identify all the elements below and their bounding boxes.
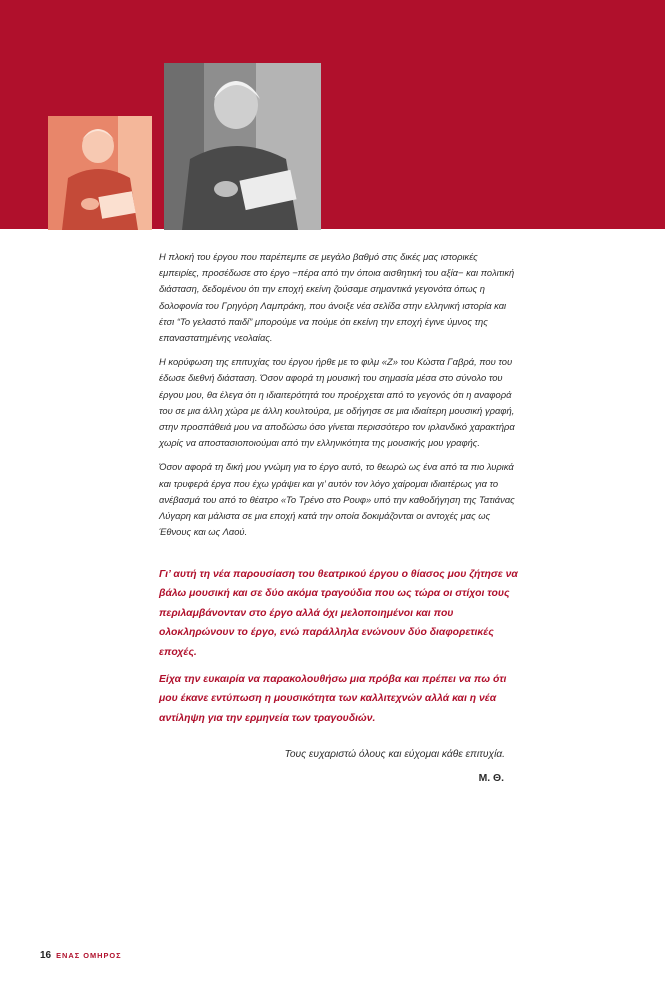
author-photo-small [48,116,152,230]
body-paragraph: Η κορύφωση της επιτυχίας του έργου ήρθε με το φιλμ «Ζ» του Κώστα Γαβρά, που του έδωσε διεθνή διάσταση. Όσον αφορά τη μουσική του σημασία μέσα στο σύνολο του έργου μου, θα έλεγα ότι η ιδιαιτερότητά του προέρχεται από το γεγονός ότι η αναφορά του σε μια άλλη χώρα με άλλη κουλτούρα, με οδήγησε σε μια ιδιαίτερη μουσική γραφή, στην προσπάθειά μου να αποδώσω όσο γίνεται περισσότερο τον ιρλανδικό χαρακτήρα χωρίς να αποστασιοποιούμαι από την ελληνικότητα της μουσικής μου γραφής. [159,356,515,449]
pull-quote [159,565,525,736]
article-body [159,249,517,548]
magazine-title: ΕΝΑΣ ΟΜΗΡΟΣ [56,951,122,960]
body-paragraph: Όσον αφορά τη δική μου γνώμη για το έργο αυτό, το θεωρώ ως ένα από τα πιο λυρικά και τρυφερά έργα που έχω γράψει και γι’ αυτόν τον λόγο χαίρομαι ιδιαιτέρως για το ανέβασμά του από το θέατρο «Το Τρένο στο Ρουφ» υπό την καθοδήγηση της Τατιάνας Λύγαρη και μάλιστα σε μια εποχή κατά την οποία δοκιμάζονται οι αντοχές μας ως Έθνους και ως Λαού. [159,461,515,538]
author-photo-large-illustration [164,63,321,230]
author-photo-small-illustration [48,116,152,230]
body-paragraph: Η πλοκή του έργου που παρέπεμπε σε μεγάλο βαθμό στις δικές μας ιστορικές εμπειρίες, προσέδωσε στο έργο −πέρα από την όποια αισθητική του αξία− και πολιτική διάσταση, δεδομένου ότι την εποχή εκείνη ζούσαμε σημαντικά γεγονότα όπως η δολοφονία του Γρηγόρη Λαμπράκη, που άνοιξε νέα σελίδα στην ελληνική ιστορία και έτσι “Το γελαστό παιδί” μπορούμε να πούμε ότι εκείνη την εποχή έγινε ύμνος της επαναστατημένης νεολαίας. [159,251,515,344]
closing-thanks: Τους ευχαριστώ όλους και εύχομαι κάθε επιτυχία. [284,749,505,760]
quote-paragraph: Γι’ αυτή τη νέα παρουσίαση του θεατρικού έργου ο θίασος μου ζήτησε να βάλω μουσική και σε δύο ακόμα τραγούδια που ως τώρα οι στίχοι τους περιλαμβάνονταν στο έργο αλλά όχι μελοποιημένοι και που ολοκληρώνουν το έργο, ενώ παράλληλα ενώνουν δύο διαφορετικές εποχές. [159,569,518,658]
quote-paragraph: Είχα την ευκαιρία να παρακολουθήσω μια πρόβα και πρέπει να πω ότι μου έκανε εντύπωση η μουσικότητα των καλλιτεχνών αλλά και η νέα αντίληψη για την ερμηνεία των τραγουδιών. [159,674,507,724]
page-number: 16 [40,950,52,961]
page-footer [40,950,122,961]
author-signature: Μ. Θ. [478,773,504,784]
author-photo-large [164,63,321,230]
